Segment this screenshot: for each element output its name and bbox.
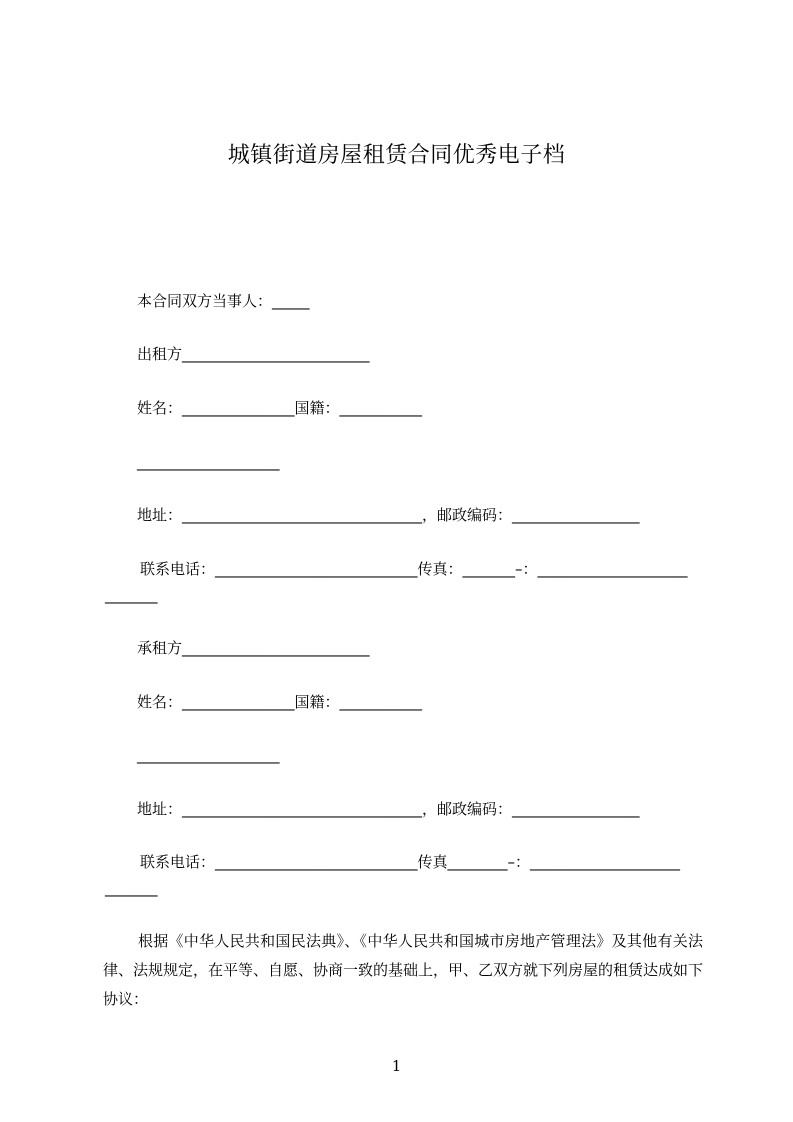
lessee-phone-fax-continued: _______: [105, 879, 158, 897]
basis-paragraph: 根据《中华人民共和国民法典》、《中华人民共和国城市房地产管理法》及其他有关法律、法规规定，在平等、自愿、协商一致的基础上，甲、乙双方就下列房屋的租赁达成如下协议：: [103, 932, 704, 1008]
parties-intro: 本合同双方当事人：_____: [137, 292, 310, 310]
lessor-name-nationality: 姓名：_______________国籍：___________: [137, 399, 423, 417]
lessor-extra-line: ___________________: [137, 453, 280, 471]
lessee-address-postcode: 地址：________________________________，邮政编码：_________________: [137, 800, 640, 818]
lessee-phone-fax: 联系电话：___________________________传真________–：____________________: [140, 853, 681, 871]
page-number: 1: [391, 1057, 402, 1075]
lessee-heading: 承租方_________________________: [137, 639, 370, 657]
lessor-heading: 出租方_________________________: [137, 345, 370, 363]
lessee-extra-line: ___________________: [137, 746, 280, 764]
lessor-address-postcode: 地址：________________________________，邮政编码：_________________: [137, 506, 640, 524]
lessor-phone-fax: 联系电话：___________________________传真：_______–：____________________: [140, 560, 688, 578]
lessor-phone-fax-continued: _______: [105, 586, 158, 604]
document-title: 城镇街道房屋租赁合同优秀电子档: [227, 143, 566, 168]
lessee-name-nationality: 姓名：_______________国籍：___________: [137, 693, 423, 711]
